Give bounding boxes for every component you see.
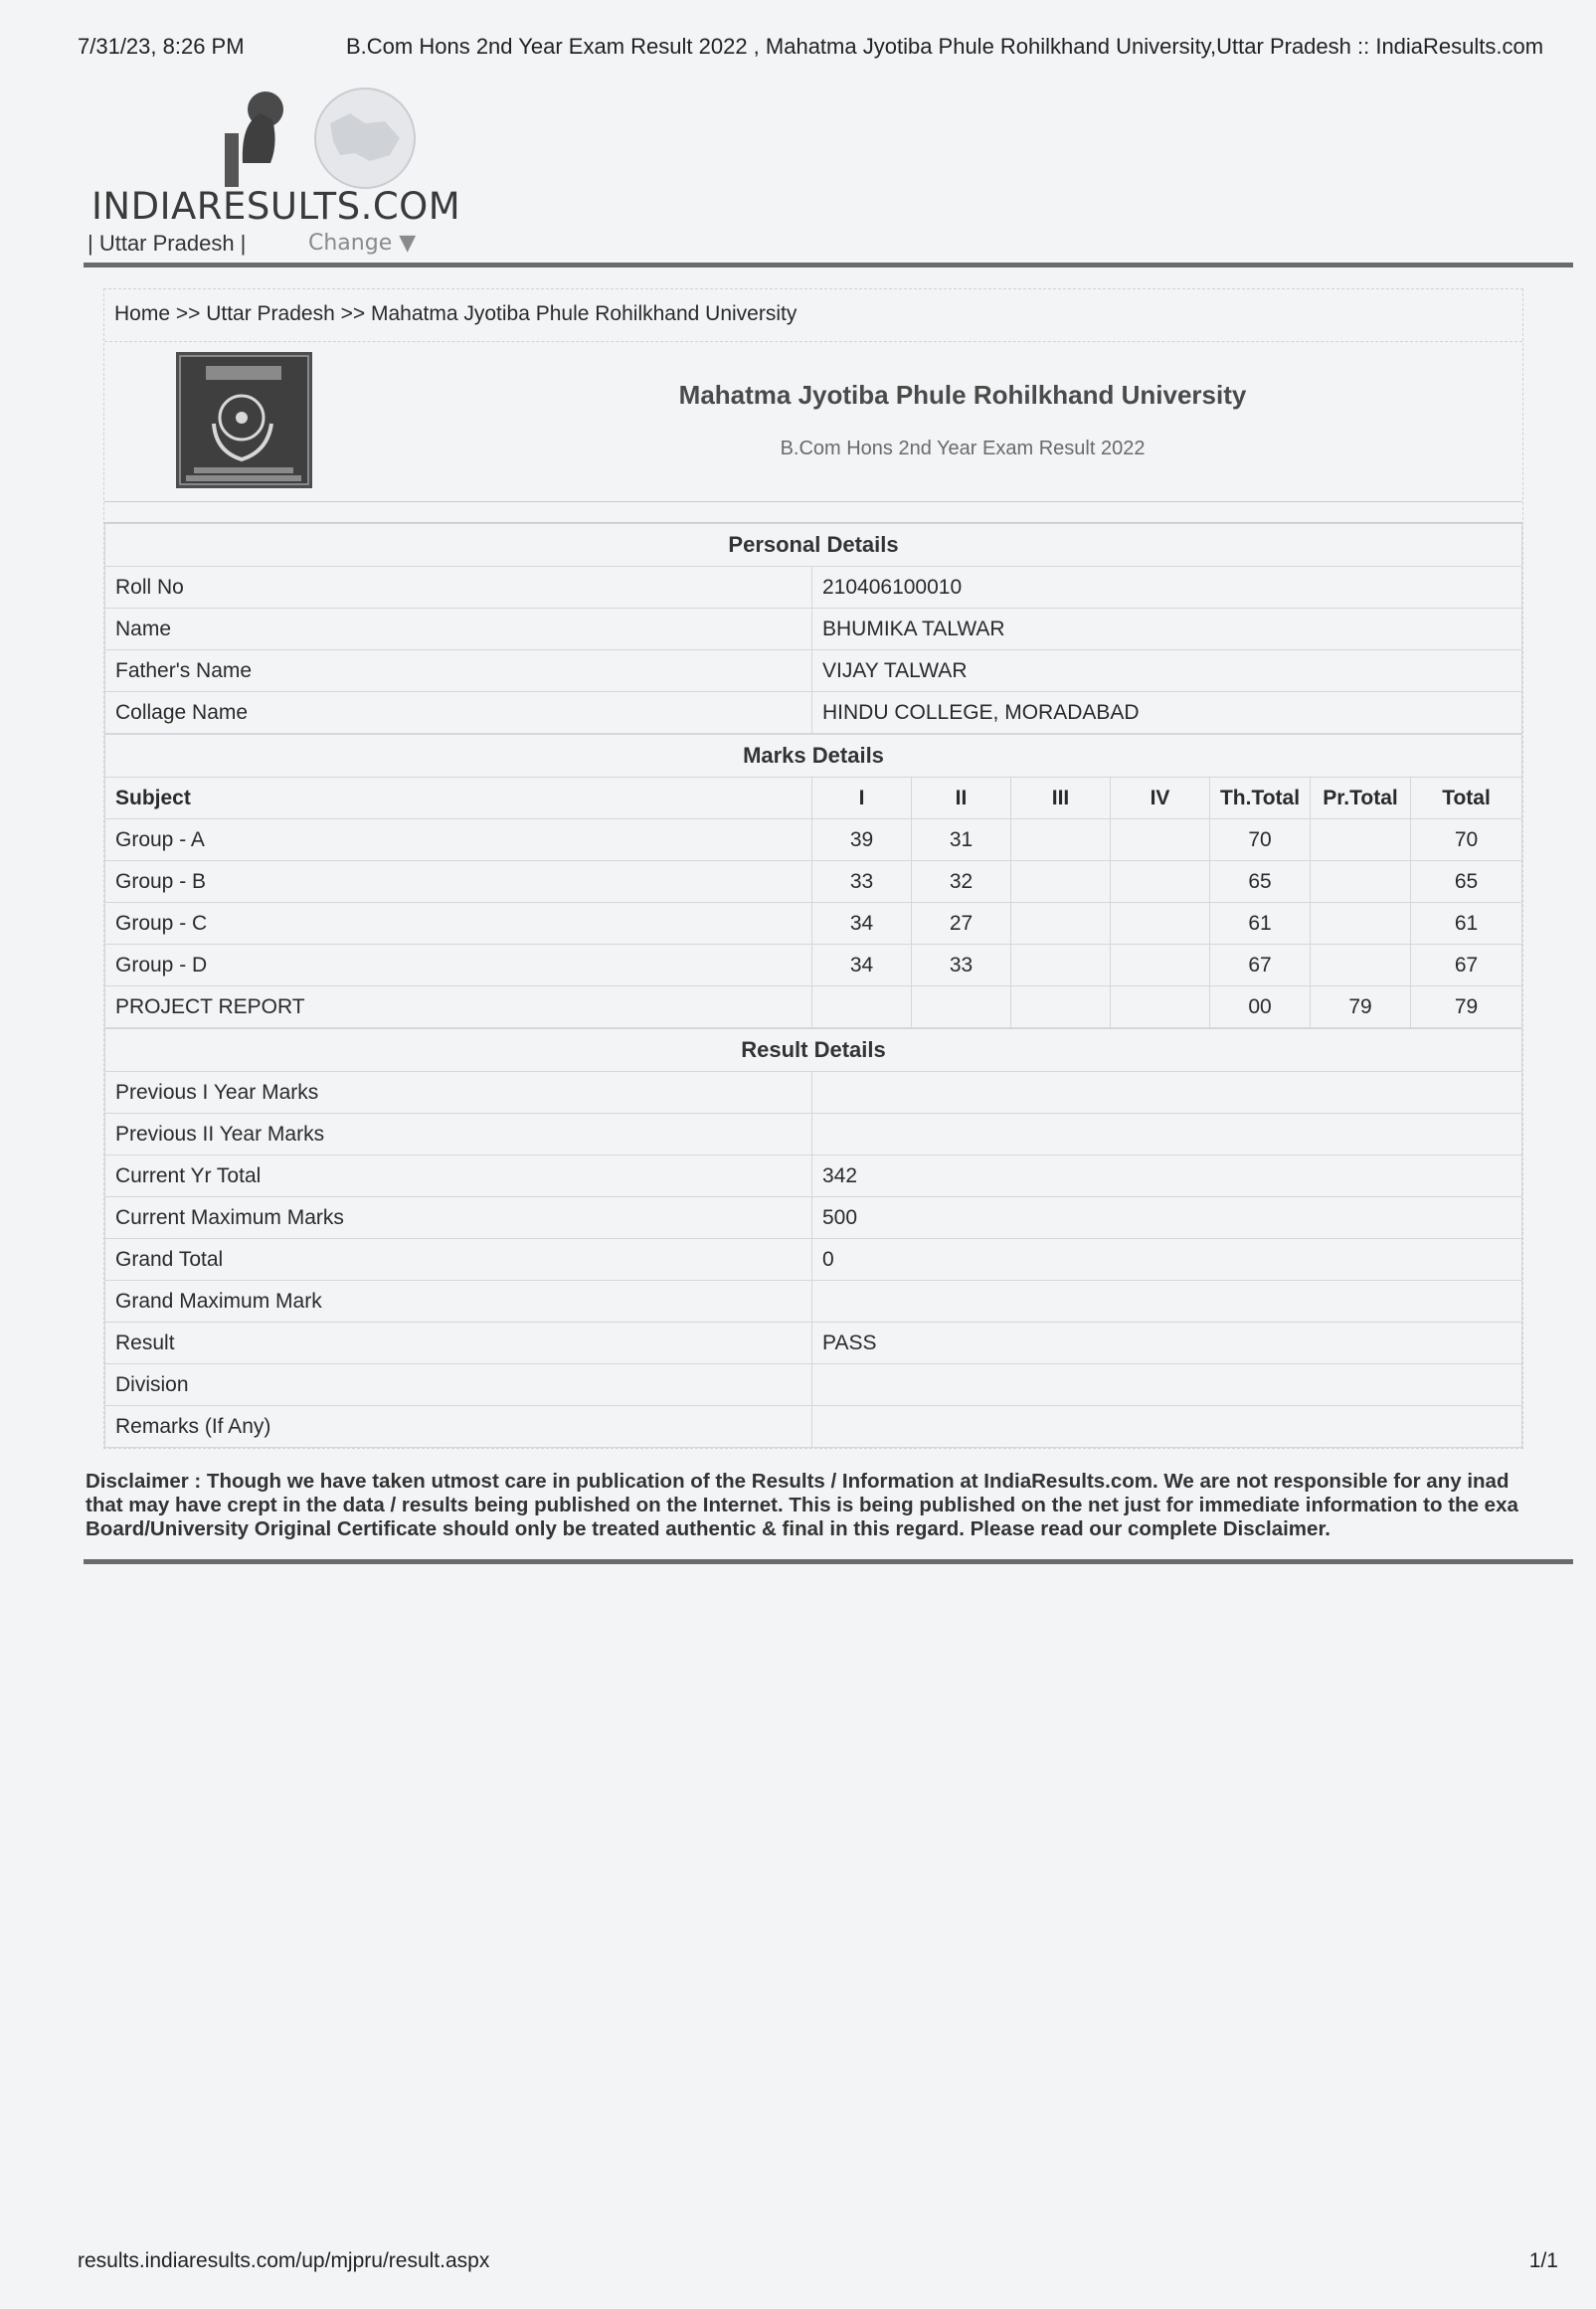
- marks-cell: [1011, 861, 1111, 903]
- table-row: [105, 1406, 1522, 1448]
- father-name-value: VIJAY TALWAR: [812, 650, 1522, 692]
- column-header: Total: [1411, 778, 1522, 819]
- header-divider: [84, 263, 1573, 267]
- column-header: Pr.Total: [1311, 778, 1411, 819]
- result-label: Current Yr Total: [105, 1155, 812, 1197]
- result-value: 342: [812, 1155, 1522, 1197]
- table-row: [105, 1197, 1522, 1239]
- table-row: [105, 567, 1522, 609]
- marks-cell: [812, 986, 912, 1028]
- disclaimer-line: that may have crept in the data / results being published on the Internet. This is being published on the net just for immediate information to the exa: [86, 1494, 1518, 1516]
- table-row: [105, 609, 1522, 650]
- marks-cell: 67: [1411, 945, 1522, 986]
- seal-emblem-icon: [176, 352, 312, 488]
- table-row: [105, 1072, 1522, 1114]
- marks-cell: [1311, 903, 1411, 945]
- marks-cell: 67: [1210, 945, 1311, 986]
- marks-cell: [1311, 945, 1411, 986]
- marks-cell: 39: [812, 819, 912, 861]
- column-header: II: [912, 778, 1011, 819]
- column-header: III: [1011, 778, 1111, 819]
- marks-cell: 70: [1210, 819, 1311, 861]
- father-name-label: Father's Name: [105, 650, 812, 692]
- personal-details-table: [104, 523, 1522, 734]
- result-value: [812, 1406, 1522, 1448]
- subject-cell: Group - B: [105, 861, 812, 903]
- marks-details-table: [104, 734, 1522, 1028]
- table-row: [105, 945, 1522, 986]
- table-row: [105, 692, 1522, 734]
- table-row: [105, 1323, 1522, 1364]
- marks-details-heading: Marks Details: [105, 735, 1522, 778]
- table-row: [105, 1239, 1522, 1281]
- marks-cell: [1111, 861, 1210, 903]
- site-brand-name: INDIARESULTS.COM: [91, 185, 461, 228]
- table-row: [105, 903, 1522, 945]
- table-row: [105, 650, 1522, 692]
- table-row: [105, 861, 1522, 903]
- roll-no-value: 210406100010: [812, 567, 1522, 609]
- marks-cell: [1111, 903, 1210, 945]
- university-header: [104, 342, 1522, 502]
- print-page-number: 1/1: [1528, 2249, 1558, 2272]
- name-label: Name: [105, 609, 812, 650]
- footer-divider: [84, 1559, 1573, 1564]
- disclaimer-line[interactable]: Board/University Original Certificate should only be treated authentic & final in this regard. Please read our complete Disclaimer.: [86, 1517, 1330, 1540]
- marks-cell: 65: [1411, 861, 1522, 903]
- table-row: [105, 1364, 1522, 1406]
- print-page-title: B.Com Hons 2nd Year Exam Result 2022 , Mahatma Jyotiba Phule Rohilkhand University,Uttar Pradesh :: IndiaResults.com: [346, 34, 1544, 59]
- result-details-heading: Result Details: [105, 1029, 1522, 1072]
- marks-cell: 00: [1210, 986, 1311, 1028]
- column-header: IV: [1111, 778, 1210, 819]
- result-details-table: [104, 1028, 1522, 1448]
- marks-header-row: [105, 778, 1522, 819]
- result-label: Grand Total: [105, 1239, 812, 1281]
- marks-cell: [1011, 945, 1111, 986]
- marks-cell: 79: [1311, 986, 1411, 1028]
- university-seal-logo: [176, 352, 312, 488]
- result-label: Previous I Year Marks: [105, 1072, 812, 1114]
- marks-cell: [1011, 986, 1111, 1028]
- result-value: [812, 1281, 1522, 1323]
- table-row: [105, 1281, 1522, 1323]
- college-name-label: Collage Name: [105, 692, 812, 734]
- result-label: Remarks (If Any): [105, 1406, 812, 1448]
- marks-cell: 33: [912, 945, 1011, 986]
- subject-cell: PROJECT REPORT: [105, 986, 812, 1028]
- state-label: | Uttar Pradesh |: [88, 231, 247, 256]
- uttar-pradesh-map-icon: [305, 84, 425, 193]
- marks-cell: 33: [812, 861, 912, 903]
- marks-cell: [1111, 945, 1210, 986]
- column-header: Th.Total: [1210, 778, 1311, 819]
- marks-cell: 27: [912, 903, 1011, 945]
- disclaimer-line: Disclaimer : Though we have taken utmost care in publication of the Results / Information at IndiaResults.com. We are not responsible for any inad: [86, 1470, 1509, 1493]
- exam-name: B.Com Hons 2nd Year Exam Result 2022: [780, 438, 1146, 459]
- column-header: I: [812, 778, 912, 819]
- result-label: Grand Maximum Mark: [105, 1281, 812, 1323]
- table-row: [105, 1114, 1522, 1155]
- marks-cell: [912, 986, 1011, 1028]
- marks-cell: 32: [912, 861, 1011, 903]
- result-value: 500: [812, 1197, 1522, 1239]
- marks-cell: [1011, 903, 1111, 945]
- marks-cell: 31: [912, 819, 1011, 861]
- personal-details-heading: Personal Details: [105, 524, 1522, 567]
- result-value: [812, 1114, 1522, 1155]
- name-value: BHUMIKA TALWAR: [812, 609, 1522, 650]
- table-row: [105, 986, 1522, 1028]
- result-value: [812, 1072, 1522, 1114]
- marks-cell: 61: [1411, 903, 1522, 945]
- result-label: Previous II Year Marks: [105, 1114, 812, 1155]
- marks-cell: 65: [1210, 861, 1311, 903]
- marks-cell: [1111, 986, 1210, 1028]
- subject-cell: Group - A: [105, 819, 812, 861]
- column-header: Subject: [105, 778, 812, 819]
- table-row: [105, 1155, 1522, 1197]
- result-label: Result: [105, 1323, 812, 1364]
- result-label: Current Maximum Marks: [105, 1197, 812, 1239]
- marks-cell: 79: [1411, 986, 1522, 1028]
- marks-cell: [1011, 819, 1111, 861]
- result-panel: [103, 288, 1523, 1449]
- change-state-link[interactable]: Change ▼: [308, 231, 417, 256]
- print-datetime: 7/31/23, 8:26 PM: [78, 34, 245, 59]
- marks-cell: [1111, 819, 1210, 861]
- marks-cell: [1311, 819, 1411, 861]
- roll-no-label: Roll No: [105, 567, 812, 609]
- college-name-value: HINDU COLLEGE, MORADABAD: [812, 692, 1522, 734]
- subject-cell: Group - D: [105, 945, 812, 986]
- marks-cell: 70: [1411, 819, 1522, 861]
- result-label: Division: [105, 1364, 812, 1406]
- marks-cell: 61: [1210, 903, 1311, 945]
- marks-cell: [1311, 861, 1411, 903]
- section-spacer: [104, 502, 1522, 523]
- marks-cell: 34: [812, 945, 912, 986]
- result-value: 0: [812, 1239, 1522, 1281]
- marks-cell: 34: [812, 903, 912, 945]
- site-logo[interactable]: [88, 80, 461, 259]
- subject-cell: Group - C: [105, 903, 812, 945]
- result-value: [812, 1364, 1522, 1406]
- disclaimer: [86, 1470, 1572, 1541]
- result-value: PASS: [812, 1323, 1522, 1364]
- breadcrumb[interactable]: Home >> Uttar Pradesh >> Mahatma Jyotiba Phule Rohilkhand University: [104, 289, 1522, 342]
- university-name: Mahatma Jyotiba Phule Rohilkhand University: [678, 380, 1247, 410]
- table-row: [105, 819, 1522, 861]
- print-footer-url: results.indiaresults.com/up/mjpru/result.aspx: [78, 2249, 490, 2272]
